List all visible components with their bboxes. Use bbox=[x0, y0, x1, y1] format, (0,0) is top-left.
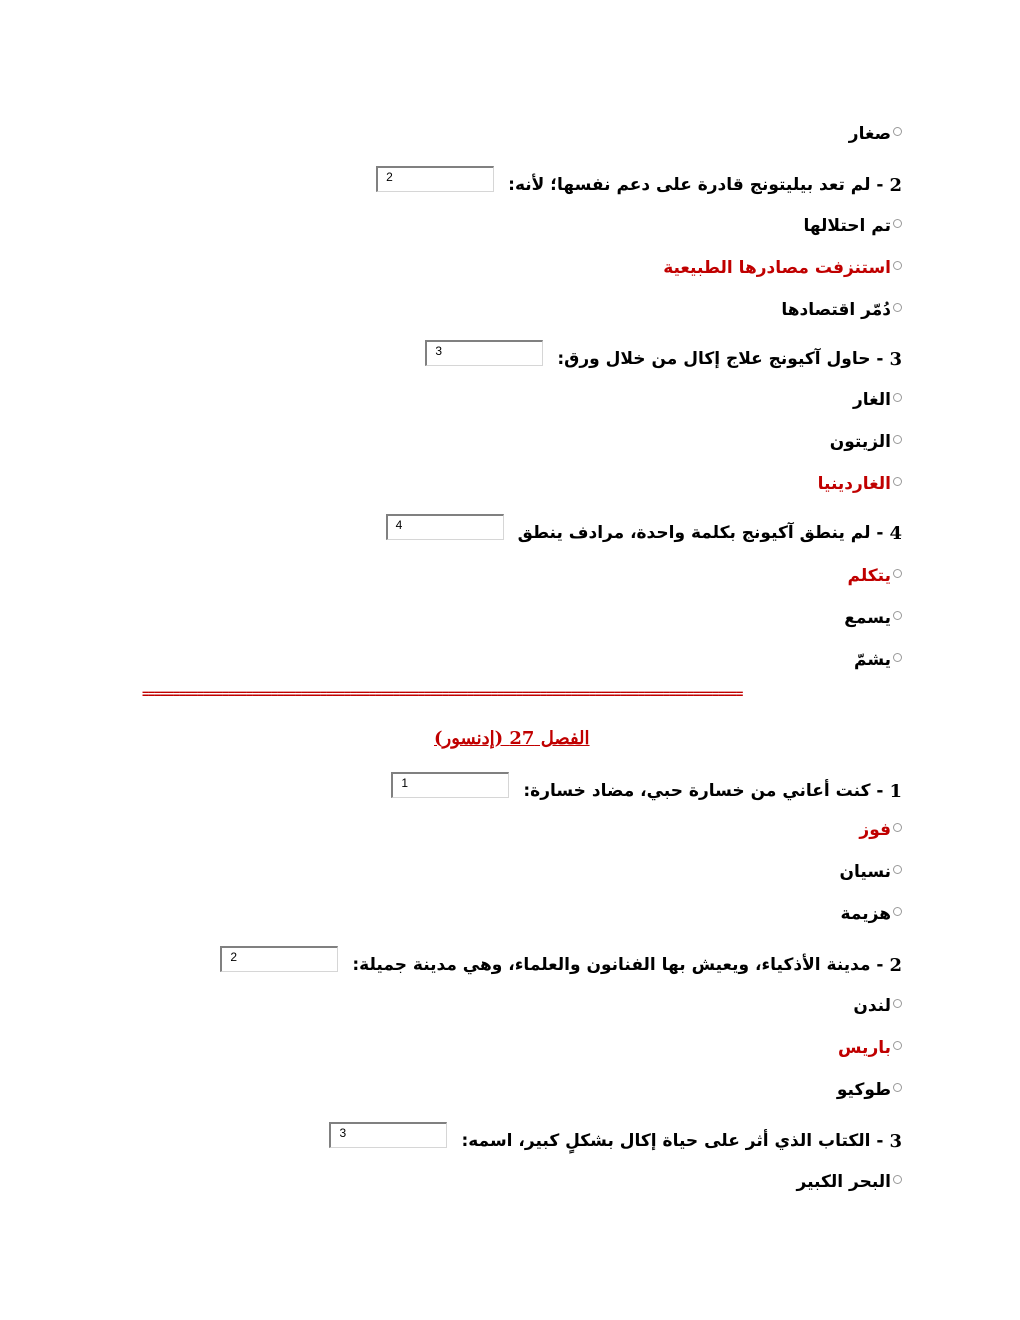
answer-input[interactable]: 2 bbox=[220, 946, 338, 972]
option-row[interactable] bbox=[797, 1172, 902, 1192]
question-text: - حاول آكيونج علاج إكال من خلال ورق: bbox=[557, 349, 884, 369]
radio-button[interactable] bbox=[893, 261, 902, 270]
question-row bbox=[425, 346, 902, 372]
radio-button[interactable] bbox=[893, 127, 902, 136]
option-label: تم احتلالها bbox=[803, 216, 891, 236]
option-row[interactable] bbox=[841, 904, 902, 924]
radio-button[interactable] bbox=[893, 393, 902, 402]
option-row-correct[interactable] bbox=[859, 820, 902, 840]
option-label: نسيان bbox=[839, 862, 891, 882]
option-row[interactable] bbox=[853, 996, 902, 1016]
question-text: - لم تعد بيليتونج قادرة على دعم نفسها؛ لأنه: bbox=[508, 175, 884, 195]
radio-button[interactable] bbox=[893, 611, 902, 620]
option-label: باريس bbox=[838, 1038, 891, 1058]
question-text: - كنت أعاني من خسارة حبي، مضاد خسارة: bbox=[523, 781, 884, 801]
answer-input[interactable]: 2 bbox=[376, 166, 494, 192]
option-label: البحر الكبير bbox=[796, 1172, 891, 1192]
radio-button[interactable] bbox=[893, 907, 902, 916]
question-number: 4 bbox=[889, 522, 902, 544]
option-row[interactable] bbox=[803, 216, 902, 236]
option-row[interactable] bbox=[839, 862, 902, 882]
option-row-correct[interactable] bbox=[663, 258, 902, 278]
question-row bbox=[386, 520, 902, 546]
answer-input[interactable]: 3 bbox=[425, 340, 543, 366]
option-label: يسمع bbox=[844, 608, 891, 628]
radio-button[interactable] bbox=[893, 1175, 902, 1184]
question-number: 3 bbox=[889, 348, 902, 370]
radio-button[interactable] bbox=[893, 865, 902, 874]
option-row-correct[interactable] bbox=[848, 566, 902, 586]
question-number: 2 bbox=[889, 954, 902, 976]
option-label: لندن bbox=[853, 996, 891, 1016]
radio-button[interactable] bbox=[893, 303, 902, 312]
option-label: فوز bbox=[859, 820, 891, 840]
question-row bbox=[220, 952, 902, 978]
option-label: يشمّ bbox=[853, 650, 891, 670]
option-row[interactable] bbox=[844, 608, 902, 628]
option-label: دُمّر اقتصادها bbox=[781, 300, 891, 320]
radio-button[interactable] bbox=[893, 999, 902, 1008]
option-label: صغار bbox=[848, 124, 891, 144]
option-row[interactable] bbox=[854, 650, 902, 670]
radio-button[interactable] bbox=[893, 569, 902, 578]
option-row-correct[interactable] bbox=[818, 474, 902, 494]
option-row-correct[interactable] bbox=[838, 1038, 902, 1058]
radio-button[interactable] bbox=[893, 477, 902, 486]
option-label: طوكيو bbox=[836, 1080, 891, 1100]
option-label: الغاردينيا bbox=[817, 474, 891, 494]
radio-button[interactable] bbox=[893, 823, 902, 832]
answer-input[interactable]: 1 bbox=[391, 772, 509, 798]
answer-input[interactable]: 3 bbox=[329, 1122, 447, 1148]
question-number: 1 bbox=[889, 780, 902, 802]
question-text: - لم ينطق آكيونج بكلمة واحدة، مرادف ينطق bbox=[517, 523, 884, 543]
option-row[interactable] bbox=[781, 300, 902, 320]
question-text: - مدينة الأذكياء، ويعيش بها الفنانون والعلماء، وهي مدينة جميلة: bbox=[352, 955, 884, 975]
option-label: يتكلم bbox=[847, 566, 891, 586]
answer-input[interactable]: 4 bbox=[386, 514, 504, 540]
option-label: الزيتون bbox=[829, 432, 891, 452]
radio-button[interactable] bbox=[893, 435, 902, 444]
option-row[interactable] bbox=[830, 432, 902, 452]
option-row[interactable] bbox=[853, 390, 902, 410]
question-row bbox=[376, 172, 902, 198]
radio-button[interactable] bbox=[893, 653, 902, 662]
radio-button[interactable] bbox=[893, 1083, 902, 1092]
question-number: 3 bbox=[889, 1130, 902, 1152]
question-row bbox=[329, 1128, 902, 1154]
option-label: استنزفت مصادرها الطبيعية bbox=[663, 258, 891, 278]
option-row[interactable] bbox=[837, 1080, 902, 1100]
question-text: - الكتاب الذي أثر على حياة إكال بشكلٍ كبير، اسمه: bbox=[461, 1131, 884, 1151]
option-label: الغار bbox=[853, 390, 891, 410]
option-label: هزيمة bbox=[840, 904, 891, 924]
radio-button[interactable] bbox=[893, 1041, 902, 1050]
chapter-title: الفصل 27 (إدنسور) bbox=[434, 728, 590, 749]
question-row bbox=[391, 778, 902, 804]
section-separator: ================================================================================================== bbox=[142, 687, 743, 701]
option-row[interactable] bbox=[849, 124, 902, 144]
radio-button[interactable] bbox=[893, 219, 902, 228]
question-number: 2 bbox=[889, 174, 902, 196]
